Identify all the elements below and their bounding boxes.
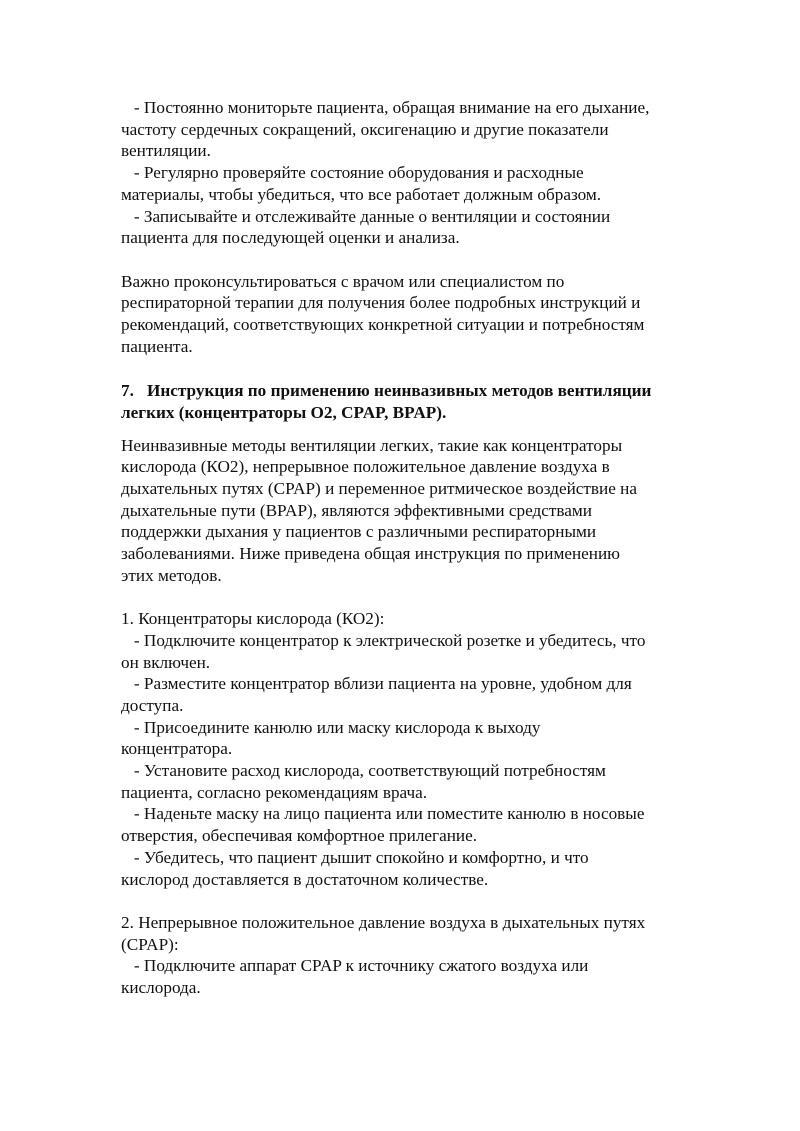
text-line: пациента.	[121, 336, 193, 356]
text-line: концентратора.	[121, 739, 233, 759]
text-line: материалы, чтобы убедиться, что все работает должным образом.	[121, 184, 602, 204]
intro-paragraph	[121, 435, 711, 587]
text-line: кислород доставляется в достаточном количестве.	[121, 869, 489, 889]
text-line: кислорода.	[121, 978, 201, 998]
section-title-line-2: легких (концентраторы О2, CPAP, BPAP).	[121, 402, 447, 422]
concentrators-list	[121, 608, 711, 890]
text-line: - Присоедините канюлю или маску кислорода к выходу	[121, 717, 541, 737]
consult-paragraph	[121, 271, 711, 358]
text-line: - Наденьте маску на лицо пациента или поместите канюлю в носовые	[121, 804, 645, 824]
text-line: дыхательных путях (CPAP) и переменное ритмическое воздействие на	[121, 478, 638, 498]
text-line: частоту сердечных сокращений, оксигенацию и другие показатели	[121, 119, 609, 139]
text-line: кислорода (КО2), непрерывное положительное давление воздуха в	[121, 457, 610, 477]
text-line: респираторной терапии для получения более подробных инструкций и	[121, 293, 641, 313]
text-line: - Постоянно мониторьте пациента, обращая внимание на его дыхание,	[121, 98, 650, 117]
text-line: этих методов.	[121, 565, 222, 585]
section-title-line-1: Инструкция по применению неинвазивных методов вентиляции	[147, 381, 652, 401]
text-line: доступа.	[121, 695, 184, 715]
text-line: - Записывайте и отслеживайте данные о вентиляции и состоянии	[121, 206, 611, 226]
text-line: Важно проконсультироваться с врачом или специалистом по	[121, 271, 565, 291]
text-line: рекомендаций, соответствующих конкретной ситуации и потребностям	[121, 315, 645, 335]
text-line: - Подключите аппарат CPAP к источнику сжатого воздуха или	[121, 956, 589, 976]
text-line: - Регулярно проверяйте состояние оборудования и расходные	[121, 163, 584, 183]
document-page	[121, 97, 711, 999]
text-line: - Установите расход кислорода, соответствующий потребностям	[121, 761, 606, 781]
text-line: - Разместите концентратор вблизи пациента на уровне, удобном для	[121, 674, 632, 694]
text-line: он включен.	[121, 652, 211, 672]
text-line: дыхательные пути (BPAP), являются эффективными средствами	[121, 500, 593, 520]
monitoring-list	[121, 97, 711, 249]
text-line: - Подключите концентратор к электрической розетке и убедитесь, что	[121, 630, 646, 650]
section-heading	[121, 380, 711, 423]
text-line: (CPAP):	[121, 934, 179, 954]
list-heading: 2. Непрерывное положительное давление воздуха в дыхательных путях	[121, 912, 646, 932]
text-line: вентиляции.	[121, 141, 211, 161]
text-line: заболеваниями. Ниже приведена общая инструкция по применению	[121, 544, 621, 564]
list-heading: 1. Концентраторы кислорода (КО2):	[121, 609, 385, 629]
section-number: 7.	[121, 381, 134, 401]
text-line: - Убедитесь, что пациент дышит спокойно и комфортно, и что	[121, 847, 589, 867]
text-line: пациента, согласно рекомендациям врача.	[121, 782, 428, 802]
text-line: пациента для последующей оценки и анализа.	[121, 228, 460, 248]
cpap-list	[121, 912, 711, 999]
text-line: Неинвазивные методы вентиляции легких, такие как концентраторы	[121, 435, 623, 455]
text-line: поддержки дыхания у пациентов с различными респираторными	[121, 522, 597, 542]
text-line: отверстия, обеспечивая комфортное прилегание.	[121, 826, 478, 846]
